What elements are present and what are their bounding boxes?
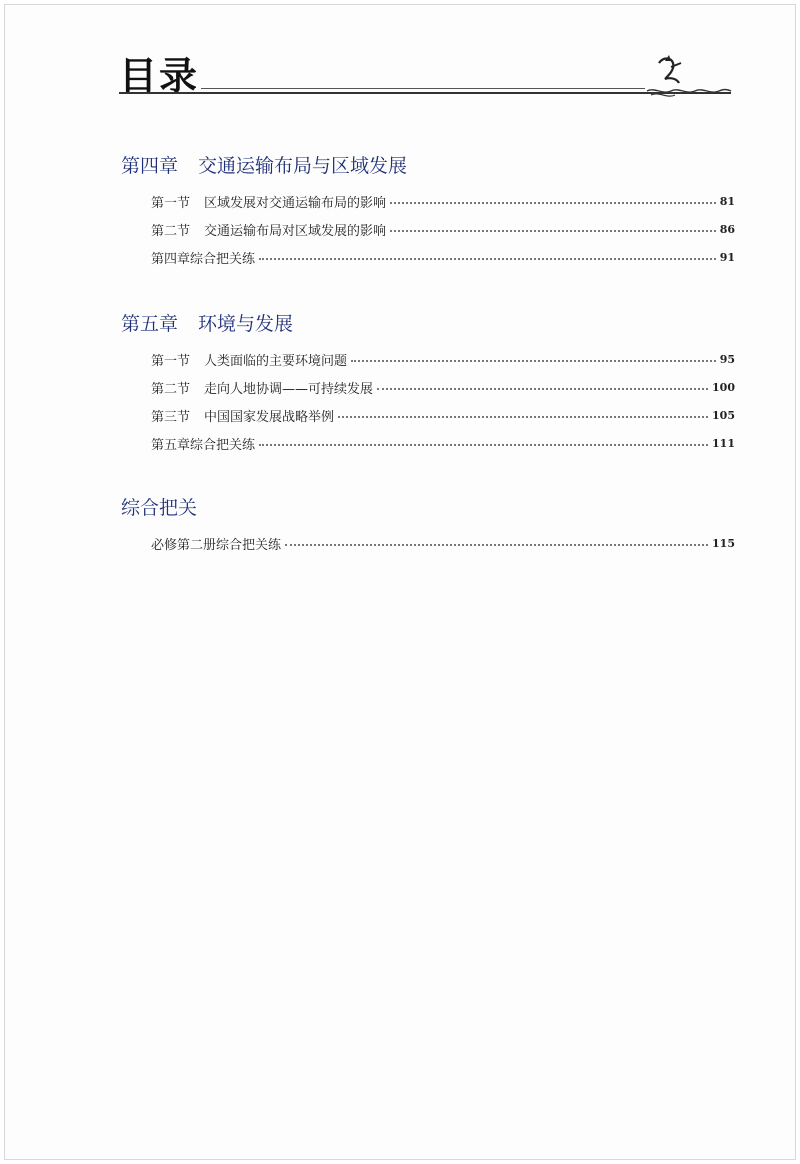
dot-leader — [338, 416, 708, 418]
toc-entry[interactable] — [151, 191, 735, 211]
section-title: 中国国家发展战略举例 — [204, 409, 335, 425]
dot-leader — [390, 230, 716, 232]
section-title: 人类面临的主要环境问题 — [204, 353, 348, 369]
toc-entry[interactable] — [151, 219, 735, 239]
chapter-title: 交通运输布局与区域发展 — [198, 155, 408, 177]
chapter-heading-4[interactable] — [121, 151, 407, 178]
page-number: 81 — [719, 194, 735, 208]
chapter-heading-review[interactable] — [121, 493, 197, 520]
page-number: 111 — [712, 436, 735, 450]
page-number: 105 — [712, 408, 735, 422]
toc-entry[interactable] — [151, 377, 735, 397]
dot-leader — [285, 544, 708, 546]
section-title: 必修第二册综合把关练 — [151, 537, 282, 553]
title-rule-thin — [201, 88, 645, 89]
dot-leader — [259, 258, 716, 260]
toc-entry[interactable] — [151, 533, 735, 553]
toc-entry[interactable] — [151, 247, 735, 267]
page-number: 86 — [719, 222, 735, 236]
dot-leader — [377, 388, 708, 390]
section-title: 走向人地协调——可持续发展 — [204, 381, 374, 397]
title-rule — [119, 92, 731, 94]
chapter-title: 综合把关 — [121, 497, 198, 519]
page-title: 目录 — [119, 54, 200, 98]
toc-entry[interactable] — [151, 433, 735, 453]
toc-entry[interactable] — [151, 349, 735, 369]
chapter-heading-5[interactable] — [121, 309, 293, 336]
section-title: 第四章综合把关练 — [151, 251, 256, 267]
section-number: 第一节 — [151, 195, 191, 211]
toc-page — [4, 4, 796, 1160]
section-number: 第一节 — [151, 353, 191, 369]
section-number: 第二节 — [151, 381, 191, 397]
dolphin-wave-icon — [641, 53, 733, 99]
section-number: 第二节 — [151, 223, 191, 239]
section-title: 区域发展对交通运输布局的影响 — [204, 195, 387, 211]
toc-entry[interactable] — [151, 405, 735, 425]
chapter-number: 第五章 — [121, 313, 179, 335]
chapter-title: 环境与发展 — [198, 313, 294, 335]
dot-leader — [259, 444, 708, 446]
page-number: 91 — [719, 250, 735, 264]
section-title: 交通运输布局对区域发展的影响 — [204, 223, 387, 239]
dot-leader — [351, 360, 716, 362]
dot-leader — [390, 202, 716, 204]
section-number: 第三节 — [151, 409, 191, 425]
page-number: 100 — [712, 380, 735, 394]
page-number: 115 — [712, 536, 735, 550]
page-number: 95 — [719, 352, 735, 366]
section-title: 第五章综合把关练 — [151, 437, 256, 453]
chapter-number: 第四章 — [121, 155, 179, 177]
